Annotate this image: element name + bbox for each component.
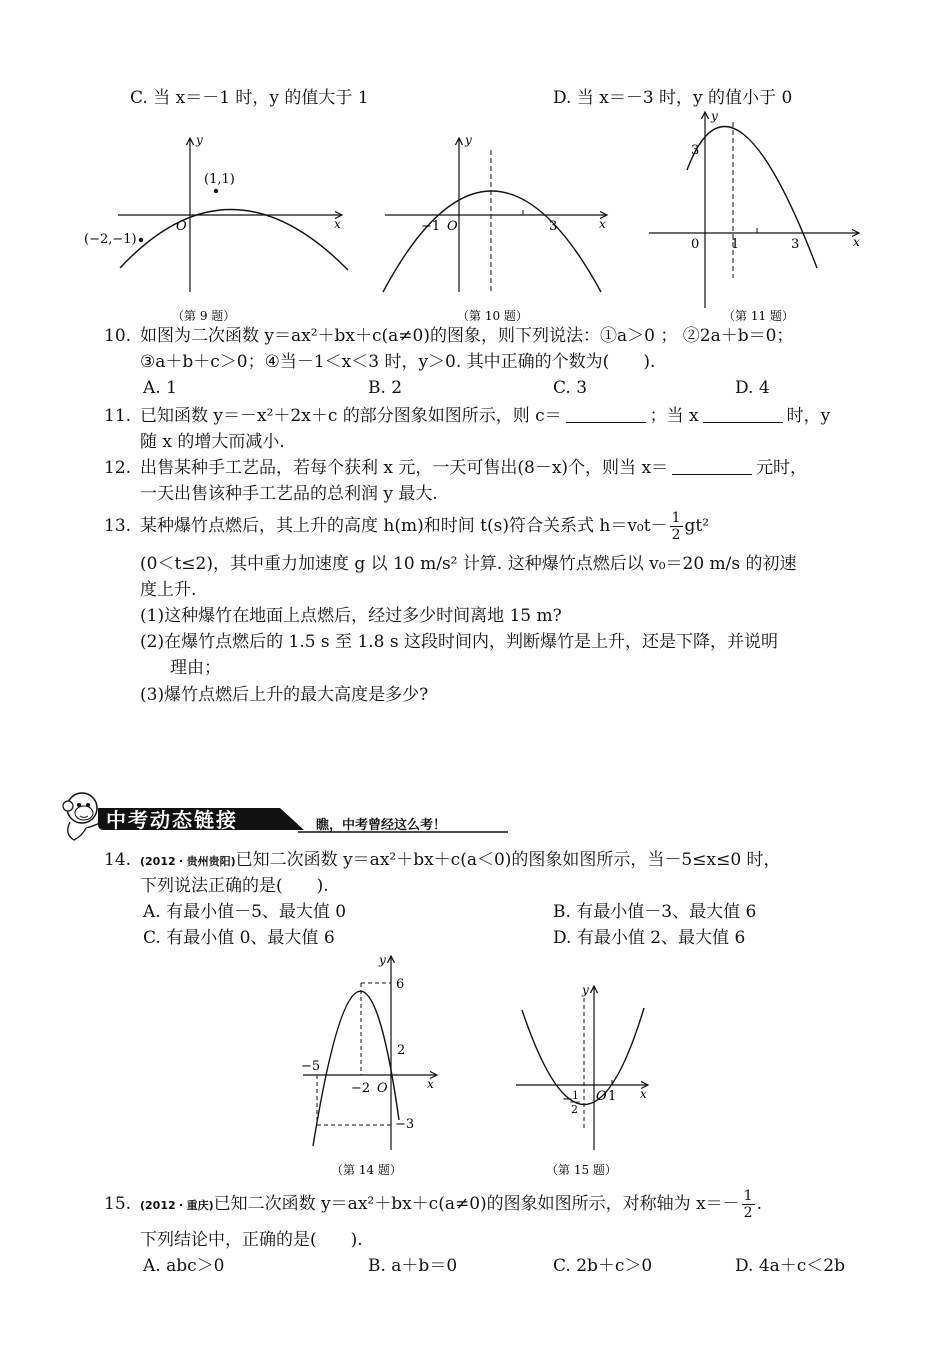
q15-line1 xyxy=(140,1184,762,1226)
q13-frac-num: 1 xyxy=(671,510,681,526)
label-neg5: −5 xyxy=(301,1059,321,1074)
q13-sub2a: (2)在爆竹点燃后的 1.5 s 至 1.8 s 这段时间内，判断爆竹是上升，还是下降，并说明 xyxy=(140,632,779,652)
label-y: y xyxy=(711,109,718,123)
q13-frac-den: 2 xyxy=(671,527,681,543)
label-y: y xyxy=(379,953,386,967)
q14-option-a: A. 有最小值－5、最大值 0 xyxy=(143,902,347,922)
q13-text-1: 某种爆竹点燃后，其上升的高度 h(m)和时间 t(s)符合关系式 h＝v₀t－ xyxy=(140,516,668,536)
figure-11 xyxy=(645,108,870,325)
q14-source: (2012・贵州贵阳) xyxy=(140,855,236,868)
q12-number: 12. xyxy=(104,458,132,478)
figure-9-caption: （第 9 题） xyxy=(172,309,236,323)
label-neg2: −2 xyxy=(351,1081,371,1096)
label-minus: − xyxy=(562,1092,573,1107)
label-origin: O xyxy=(596,1089,607,1104)
figure-14-caption: （第 14 题） xyxy=(331,1163,402,1177)
label-3-x: 3 xyxy=(791,237,800,252)
label-neg1: −1 xyxy=(421,219,441,234)
label-half-num: 1 xyxy=(572,1089,579,1102)
q14-option-b: B. 有最小值－3、最大值 6 xyxy=(553,902,757,922)
label-x: x xyxy=(334,217,341,231)
q15-fraction xyxy=(742,1188,755,1221)
figure-10-caption: （第 10 题） xyxy=(457,309,528,323)
q15-source: (2012・重庆) xyxy=(140,1199,214,1212)
q15-frac-num: 1 xyxy=(743,1188,753,1204)
q13-line2: (0＜t≤2)，其中重力加速度 g 以 10 m/s² 计算. 这种爆竹点燃后以 v₀＝20 m/s 的初速 xyxy=(140,554,797,574)
q15-option-b: B. a＋b＝0 xyxy=(368,1256,458,1276)
q15-line2: 下列结论中，正确的是( ). xyxy=(140,1230,363,1250)
label-3-y: 3 xyxy=(691,143,700,158)
label-3: 3 xyxy=(549,219,558,234)
figure-11-caption: （第 11 题） xyxy=(723,309,794,323)
figure-15-caption: （第 15 题） xyxy=(546,1163,617,1177)
label-y: y xyxy=(582,983,589,997)
label-y: y xyxy=(196,133,203,147)
q9-option-c: C. 当 x＝－1 时，y 的值大于 1 xyxy=(130,88,369,108)
q13-sub3: (3)爆竹点燃后上升的最大高度是多少? xyxy=(140,685,429,705)
q12-text-2: 元时， xyxy=(756,458,808,478)
q13-line3: 度上升. xyxy=(140,580,197,600)
q11-text-1: 已知函数 y＝－x²＋2x＋c 的部分图象如图所示，则 c＝ xyxy=(140,406,562,426)
label-x: x xyxy=(599,217,606,231)
q13-fraction xyxy=(670,510,683,543)
q14-option-d: D. 有最小值 2、最大值 6 xyxy=(553,928,746,948)
q15-text-1: 已知二次函数 y＝ax²＋bx＋c(a≠0)的图象如图所示，对称轴为 x＝－ xyxy=(213,1194,740,1214)
q14-line1 xyxy=(140,848,781,874)
q11-text-2: ；当 x xyxy=(649,406,699,426)
q11-blank-c[interactable] xyxy=(566,406,646,423)
q10-number: 10. xyxy=(104,326,132,346)
q13-sub2b: 理由； xyxy=(170,658,221,678)
q15-text-tail: . xyxy=(756,1194,762,1214)
q11-number: 11. xyxy=(104,406,132,426)
label-point-1-1: (1,1) xyxy=(204,172,235,187)
q12-blank[interactable] xyxy=(672,458,752,475)
banner-slogan: 瞧，中考曾经这么考！ xyxy=(316,818,447,833)
q10-option-c: C. 3 xyxy=(553,378,588,398)
q10-line1: 如图为二次函数 y＝ax²＋bx＋c(a≠0)的图象，则下列说法：①a＞0 ； ②2a＋b＝0； xyxy=(140,326,794,346)
label-x: x xyxy=(853,235,860,249)
label-origin: O xyxy=(176,219,187,234)
q12-line1 xyxy=(140,456,807,480)
figure-10 xyxy=(375,130,620,325)
label-x: x xyxy=(640,1087,647,1101)
q10-option-d: D. 4 xyxy=(735,378,770,398)
label-1: 1 xyxy=(731,237,740,252)
point-neg2-neg1 xyxy=(139,238,143,242)
q11-text-3: 时，y xyxy=(786,406,831,426)
monkey-icon xyxy=(63,793,102,840)
banner-title: 中考动态链接 xyxy=(106,808,238,832)
q12-line2: 一天出售该种手工艺品的总利润 y 最大. xyxy=(140,484,438,504)
q15-option-a: A. abc＞0 xyxy=(143,1256,225,1276)
figure-14 xyxy=(295,950,455,1180)
q15-option-d: D. 4a＋c＜2b xyxy=(735,1256,846,1276)
q11-line2: 随 x 的增大而减小. xyxy=(140,432,285,452)
q15-option-c: C. 2b＋c＞0 xyxy=(553,1256,653,1276)
parabola xyxy=(522,1008,644,1105)
q12-text-1: 出售某种手工艺品，若每个获利 x 元，一天可售出(8－x)个，则当 x＝ xyxy=(140,458,669,478)
q11-line1 xyxy=(140,404,830,428)
figure-15 xyxy=(512,980,662,1180)
label-point-neg2: (−2,−1) xyxy=(84,232,137,247)
q11-blank-x[interactable] xyxy=(703,406,783,423)
q13-text-tail: gt² xyxy=(684,516,710,536)
point-1-1 xyxy=(214,189,218,193)
q9-option-d: D. 当 x＝－3 时，y 的值小于 0 xyxy=(553,88,793,108)
parabola xyxy=(383,191,601,292)
label-y: y xyxy=(465,133,472,147)
label-2: 2 xyxy=(397,1043,406,1058)
q13-number: 13. xyxy=(104,516,132,536)
q14-number: 14. xyxy=(104,850,132,870)
section-banner xyxy=(58,786,518,846)
label-1: 1 xyxy=(608,1089,617,1104)
label-neg3: −3 xyxy=(395,1117,415,1132)
q14-text-1: 已知二次函数 y＝ax²＋bx＋c(a＜0)的图象如图所示，当－5≤x≤0 时， xyxy=(235,850,781,870)
q13-sub1: (1)这种爆竹在地面上点燃后，经过多少时间离地 15 m? xyxy=(140,606,562,626)
q15-frac-den: 2 xyxy=(743,1205,753,1221)
label-origin: O xyxy=(377,1081,388,1096)
q15-number: 15. xyxy=(104,1194,132,1214)
label-6: 6 xyxy=(396,977,405,992)
parabola xyxy=(120,209,348,270)
q14-option-c: C. 有最小值 0、最大值 6 xyxy=(143,928,335,948)
q10-option-b: B. 2 xyxy=(368,378,403,398)
figure-9 xyxy=(80,130,360,325)
q14-line2: 下列说法正确的是( ). xyxy=(140,876,329,896)
label-origin: 0 xyxy=(691,237,700,252)
label-half-den: 2 xyxy=(571,1103,578,1116)
label-x: x xyxy=(427,1077,434,1091)
label-origin: O xyxy=(447,219,458,234)
parabola xyxy=(313,991,399,1146)
q10-option-a: A. 1 xyxy=(143,378,177,398)
q10-line2: ③a＋b＋c＞0；④当－1＜x＜3 时，y＞0. 其中正确的个数为( ). xyxy=(140,352,656,372)
q13-line1 xyxy=(140,506,709,546)
